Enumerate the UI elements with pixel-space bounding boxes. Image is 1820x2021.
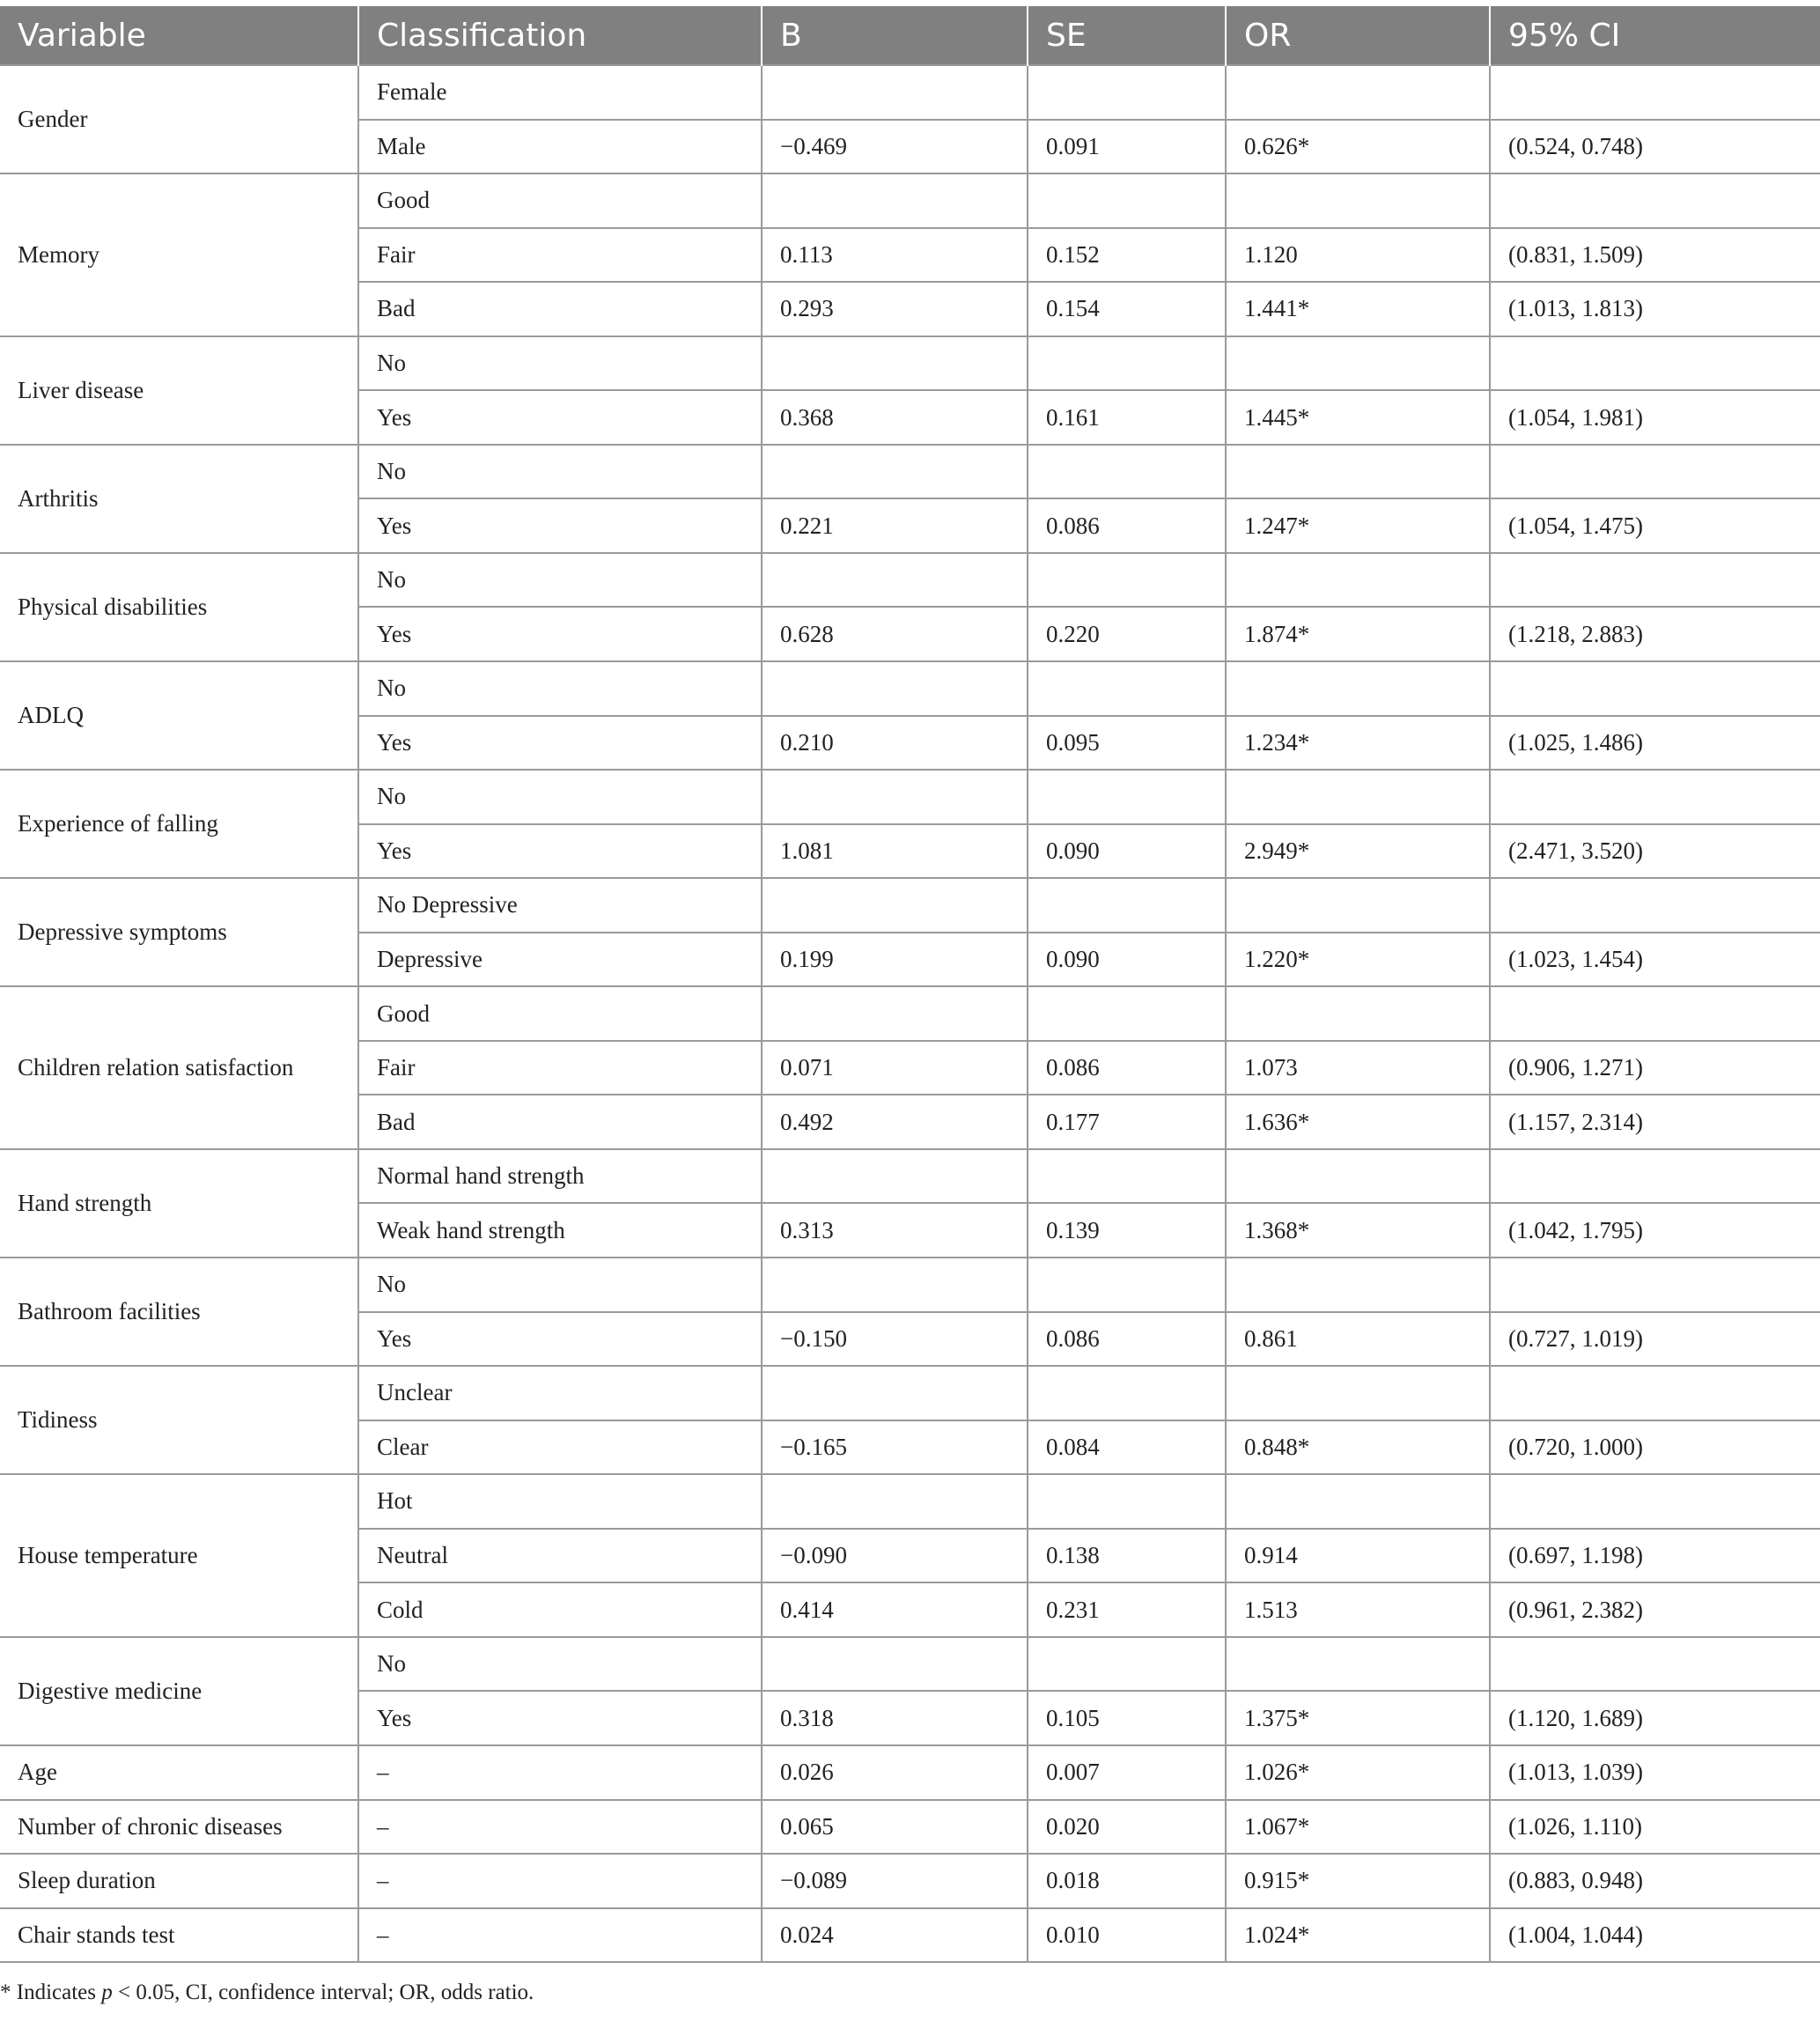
b-cell [762,1366,1028,1420]
se-cell: 0.095 [1028,716,1226,771]
se-cell: 0.090 [1028,933,1226,987]
variable-cell: Sleep duration [0,1854,358,1908]
b-cell: 0.492 [762,1095,1028,1149]
or-cell: 1.874* [1226,607,1490,661]
classification-cell: Normal hand strength [358,1149,762,1204]
variable-cell: Hand strength [0,1149,358,1258]
se-cell [1028,65,1226,120]
b-cell [762,986,1028,1041]
variable-cell: Tidiness [0,1366,358,1474]
b-cell [762,770,1028,824]
variable-cell: Digestive medicine [0,1637,358,1745]
se-cell [1028,336,1226,391]
table-row [0,1908,1820,1963]
or-cell: 1.636* [1226,1095,1490,1149]
se-cell: 0.154 [1028,282,1226,336]
classification-cell: – [358,1745,762,1800]
or-cell: 0.861 [1226,1312,1490,1367]
table-body [0,65,1820,1962]
classification-cell: – [358,1854,762,1908]
table-row [0,553,1820,608]
b-cell: 0.071 [762,1041,1028,1095]
classification-cell: – [358,1908,762,1963]
b-cell [762,1637,1028,1692]
se-cell: 0.139 [1028,1203,1226,1258]
header-classification: Classification [358,6,762,65]
or-cell [1226,661,1490,716]
or-cell: 0.848* [1226,1420,1490,1475]
ci-cell: (2.471, 3.520) [1490,824,1820,879]
se-cell: 0.007 [1028,1745,1226,1800]
ci-cell: (0.720, 1.000) [1490,1420,1820,1475]
classification-cell: Yes [358,824,762,879]
classification-cell: Yes [358,607,762,661]
or-cell: 0.914 [1226,1529,1490,1583]
ci-cell: (0.883, 0.948) [1490,1854,1820,1908]
se-cell [1028,661,1226,716]
ci-cell: (1.120, 1.689) [1490,1691,1820,1745]
ci-cell: (1.013, 1.039) [1490,1745,1820,1800]
b-cell: 0.113 [762,228,1028,283]
variable-cell: Bathroom facilities [0,1258,358,1366]
table-row [0,878,1820,933]
or-cell: 2.949* [1226,824,1490,879]
variable-cell: House temperature [0,1474,358,1637]
variable-cell: Depressive symptoms [0,878,358,986]
se-cell [1028,445,1226,499]
table-row [0,1366,1820,1420]
b-cell: 0.628 [762,607,1028,661]
b-cell [762,336,1028,391]
or-cell: 1.513 [1226,1582,1490,1637]
or-cell [1226,1474,1490,1529]
ci-cell [1490,173,1820,228]
b-cell: 0.024 [762,1908,1028,1963]
table-row [0,173,1820,228]
b-cell: 0.210 [762,716,1028,771]
ci-cell [1490,1474,1820,1529]
ci-cell: (0.831, 1.509) [1490,228,1820,283]
se-cell: 0.010 [1028,1908,1226,1963]
or-cell [1226,1258,1490,1312]
variable-cell: Chair stands test [0,1908,358,1963]
or-cell: 1.234* [1226,716,1490,771]
se-cell: 0.018 [1028,1854,1226,1908]
or-cell: 1.441* [1226,282,1490,336]
classification-cell: No [358,661,762,716]
se-cell: 0.086 [1028,1312,1226,1367]
classification-cell: Yes [358,716,762,771]
classification-cell: No [358,445,762,499]
b-cell: 0.368 [762,390,1028,445]
variable-cell: Liver disease [0,336,358,445]
header-row [0,6,1820,65]
variable-cell: Arthritis [0,445,358,553]
b-cell: −0.469 [762,120,1028,174]
classification-cell: Female [358,65,762,120]
variable-cell: Physical disabilities [0,553,358,661]
se-cell [1028,1637,1226,1692]
table-row [0,1800,1820,1855]
footnote-prefix: * Indicates [0,1980,102,2004]
table-row [0,445,1820,499]
or-cell: 0.915* [1226,1854,1490,1908]
se-cell: 0.020 [1028,1800,1226,1855]
ci-cell [1490,553,1820,608]
ci-cell: (1.157, 2.314) [1490,1095,1820,1149]
b-cell: −0.150 [762,1312,1028,1367]
ci-cell: (0.727, 1.019) [1490,1312,1820,1367]
classification-cell: No [358,1637,762,1692]
ci-cell: (1.023, 1.454) [1490,933,1820,987]
se-cell: 0.161 [1028,390,1226,445]
b-cell [762,1474,1028,1529]
or-cell: 1.247* [1226,498,1490,553]
se-cell: 0.105 [1028,1691,1226,1745]
b-cell: −0.089 [762,1854,1028,1908]
ci-cell [1490,445,1820,499]
se-cell: 0.152 [1028,228,1226,283]
se-cell: 0.084 [1028,1420,1226,1475]
ci-cell: (1.026, 1.110) [1490,1800,1820,1855]
footnote-suffix: < 0.05, CI, confidence interval; OR, odds ratio. [112,1980,534,2004]
se-cell: 0.090 [1028,824,1226,879]
or-cell: 1.024* [1226,1908,1490,1963]
ci-cell: (1.013, 1.813) [1490,282,1820,336]
b-cell: 0.199 [762,933,1028,987]
classification-cell: Fair [358,228,762,283]
b-cell: 0.065 [762,1800,1028,1855]
or-cell: 1.375* [1226,1691,1490,1745]
variable-cell: Gender [0,65,358,173]
b-cell [762,65,1028,120]
classification-cell: Good [358,173,762,228]
b-cell: 0.414 [762,1582,1028,1637]
or-cell: 1.120 [1226,228,1490,283]
classification-cell: No [358,553,762,608]
classification-cell: Yes [358,498,762,553]
regression-results-table [0,6,1820,1963]
classification-cell: Yes [358,390,762,445]
se-cell: 0.220 [1028,607,1226,661]
ci-cell: (1.054, 1.981) [1490,390,1820,445]
b-cell [762,553,1028,608]
b-cell [762,661,1028,716]
or-cell [1226,1149,1490,1204]
classification-cell: Yes [358,1691,762,1745]
header-b: B [762,6,1028,65]
b-cell: 0.318 [762,1691,1028,1745]
table-row [0,336,1820,391]
variable-cell: Memory [0,173,358,336]
b-cell [762,173,1028,228]
ci-cell: (0.524, 0.748) [1490,120,1820,174]
se-cell: 0.138 [1028,1529,1226,1583]
classification-cell: – [358,1800,762,1855]
or-cell: 1.368* [1226,1203,1490,1258]
ci-cell [1490,878,1820,933]
classification-cell: Weak hand strength [358,1203,762,1258]
table-row [0,65,1820,120]
variable-cell: Experience of falling [0,770,358,878]
ci-cell [1490,986,1820,1041]
classification-cell: No [358,336,762,391]
table-row [0,1854,1820,1908]
se-cell [1028,1366,1226,1420]
classification-cell: Neutral [358,1529,762,1583]
b-cell: 0.221 [762,498,1028,553]
header-or: OR [1226,6,1490,65]
b-cell: 0.293 [762,282,1028,336]
classification-cell: Fair [358,1041,762,1095]
b-cell: 0.313 [762,1203,1028,1258]
ci-cell: (0.906, 1.271) [1490,1041,1820,1095]
or-cell [1226,1366,1490,1420]
b-cell [762,1149,1028,1204]
ci-cell [1490,770,1820,824]
se-cell: 0.177 [1028,1095,1226,1149]
header-variable: Variable [0,6,358,65]
variable-cell: Children relation satisfaction [0,986,358,1149]
se-cell [1028,770,1226,824]
classification-cell: Cold [358,1582,762,1637]
ci-cell [1490,1637,1820,1692]
se-cell: 0.086 [1028,498,1226,553]
or-cell [1226,65,1490,120]
or-cell [1226,986,1490,1041]
ci-cell: (0.961, 2.382) [1490,1582,1820,1637]
or-cell: 0.626* [1226,120,1490,174]
se-cell [1028,878,1226,933]
or-cell [1226,336,1490,391]
se-cell [1028,1258,1226,1312]
or-cell [1226,770,1490,824]
or-cell: 1.445* [1226,390,1490,445]
ci-cell: (1.054, 1.475) [1490,498,1820,553]
or-cell [1226,1637,1490,1692]
table-row [0,661,1820,716]
ci-cell [1490,336,1820,391]
b-cell [762,878,1028,933]
variable-cell: Age [0,1745,358,1800]
or-cell: 1.220* [1226,933,1490,987]
results-table-container [0,6,1820,1963]
b-cell [762,445,1028,499]
classification-cell: Bad [358,1095,762,1149]
or-cell [1226,878,1490,933]
ci-cell: (1.042, 1.795) [1490,1203,1820,1258]
ci-cell [1490,661,1820,716]
classification-cell: No [358,770,762,824]
footnote-p-symbol: p [101,1980,113,2004]
or-cell [1226,553,1490,608]
ci-cell: (1.004, 1.044) [1490,1908,1820,1963]
header-se: SE [1028,6,1226,65]
variable-cell: ADLQ [0,661,358,770]
or-cell [1226,173,1490,228]
ci-cell [1490,1149,1820,1204]
classification-cell: No Depressive [358,878,762,933]
se-cell [1028,553,1226,608]
b-cell [762,1258,1028,1312]
classification-cell: No [358,1258,762,1312]
or-cell [1226,445,1490,499]
b-cell: −0.090 [762,1529,1028,1583]
ci-cell: (1.025, 1.486) [1490,716,1820,771]
header-ci: 95% CI [1490,6,1820,65]
table-row [0,1637,1820,1692]
variable-cell: Number of chronic diseases [0,1800,358,1855]
table-row [0,1149,1820,1204]
table-row [0,770,1820,824]
se-cell [1028,1474,1226,1529]
se-cell [1028,173,1226,228]
table-row [0,1745,1820,1800]
b-cell: 0.026 [762,1745,1028,1800]
ci-cell [1490,65,1820,120]
or-cell: 1.026* [1226,1745,1490,1800]
se-cell: 0.231 [1028,1582,1226,1637]
ci-cell: (1.218, 2.883) [1490,607,1820,661]
ci-cell [1490,1258,1820,1312]
classification-cell: Clear [358,1420,762,1475]
table-row [0,1258,1820,1312]
ci-cell [1490,1366,1820,1420]
classification-cell: Unclear [358,1366,762,1420]
se-cell [1028,986,1226,1041]
classification-cell: Good [358,986,762,1041]
se-cell [1028,1149,1226,1204]
classification-cell: Bad [358,282,762,336]
b-cell: 1.081 [762,824,1028,879]
ci-cell: (0.697, 1.198) [1490,1529,1820,1583]
b-cell: −0.165 [762,1420,1028,1475]
se-cell: 0.086 [1028,1041,1226,1095]
or-cell: 1.067* [1226,1800,1490,1855]
classification-cell: Yes [358,1312,762,1367]
table-row [0,1474,1820,1529]
classification-cell: Hot [358,1474,762,1529]
se-cell: 0.091 [1028,120,1226,174]
or-cell: 1.073 [1226,1041,1490,1095]
classification-cell: Depressive [358,933,762,987]
table-header [0,6,1820,65]
table-row [0,986,1820,1041]
table-footnote [0,1980,534,2005]
classification-cell: Male [358,120,762,174]
